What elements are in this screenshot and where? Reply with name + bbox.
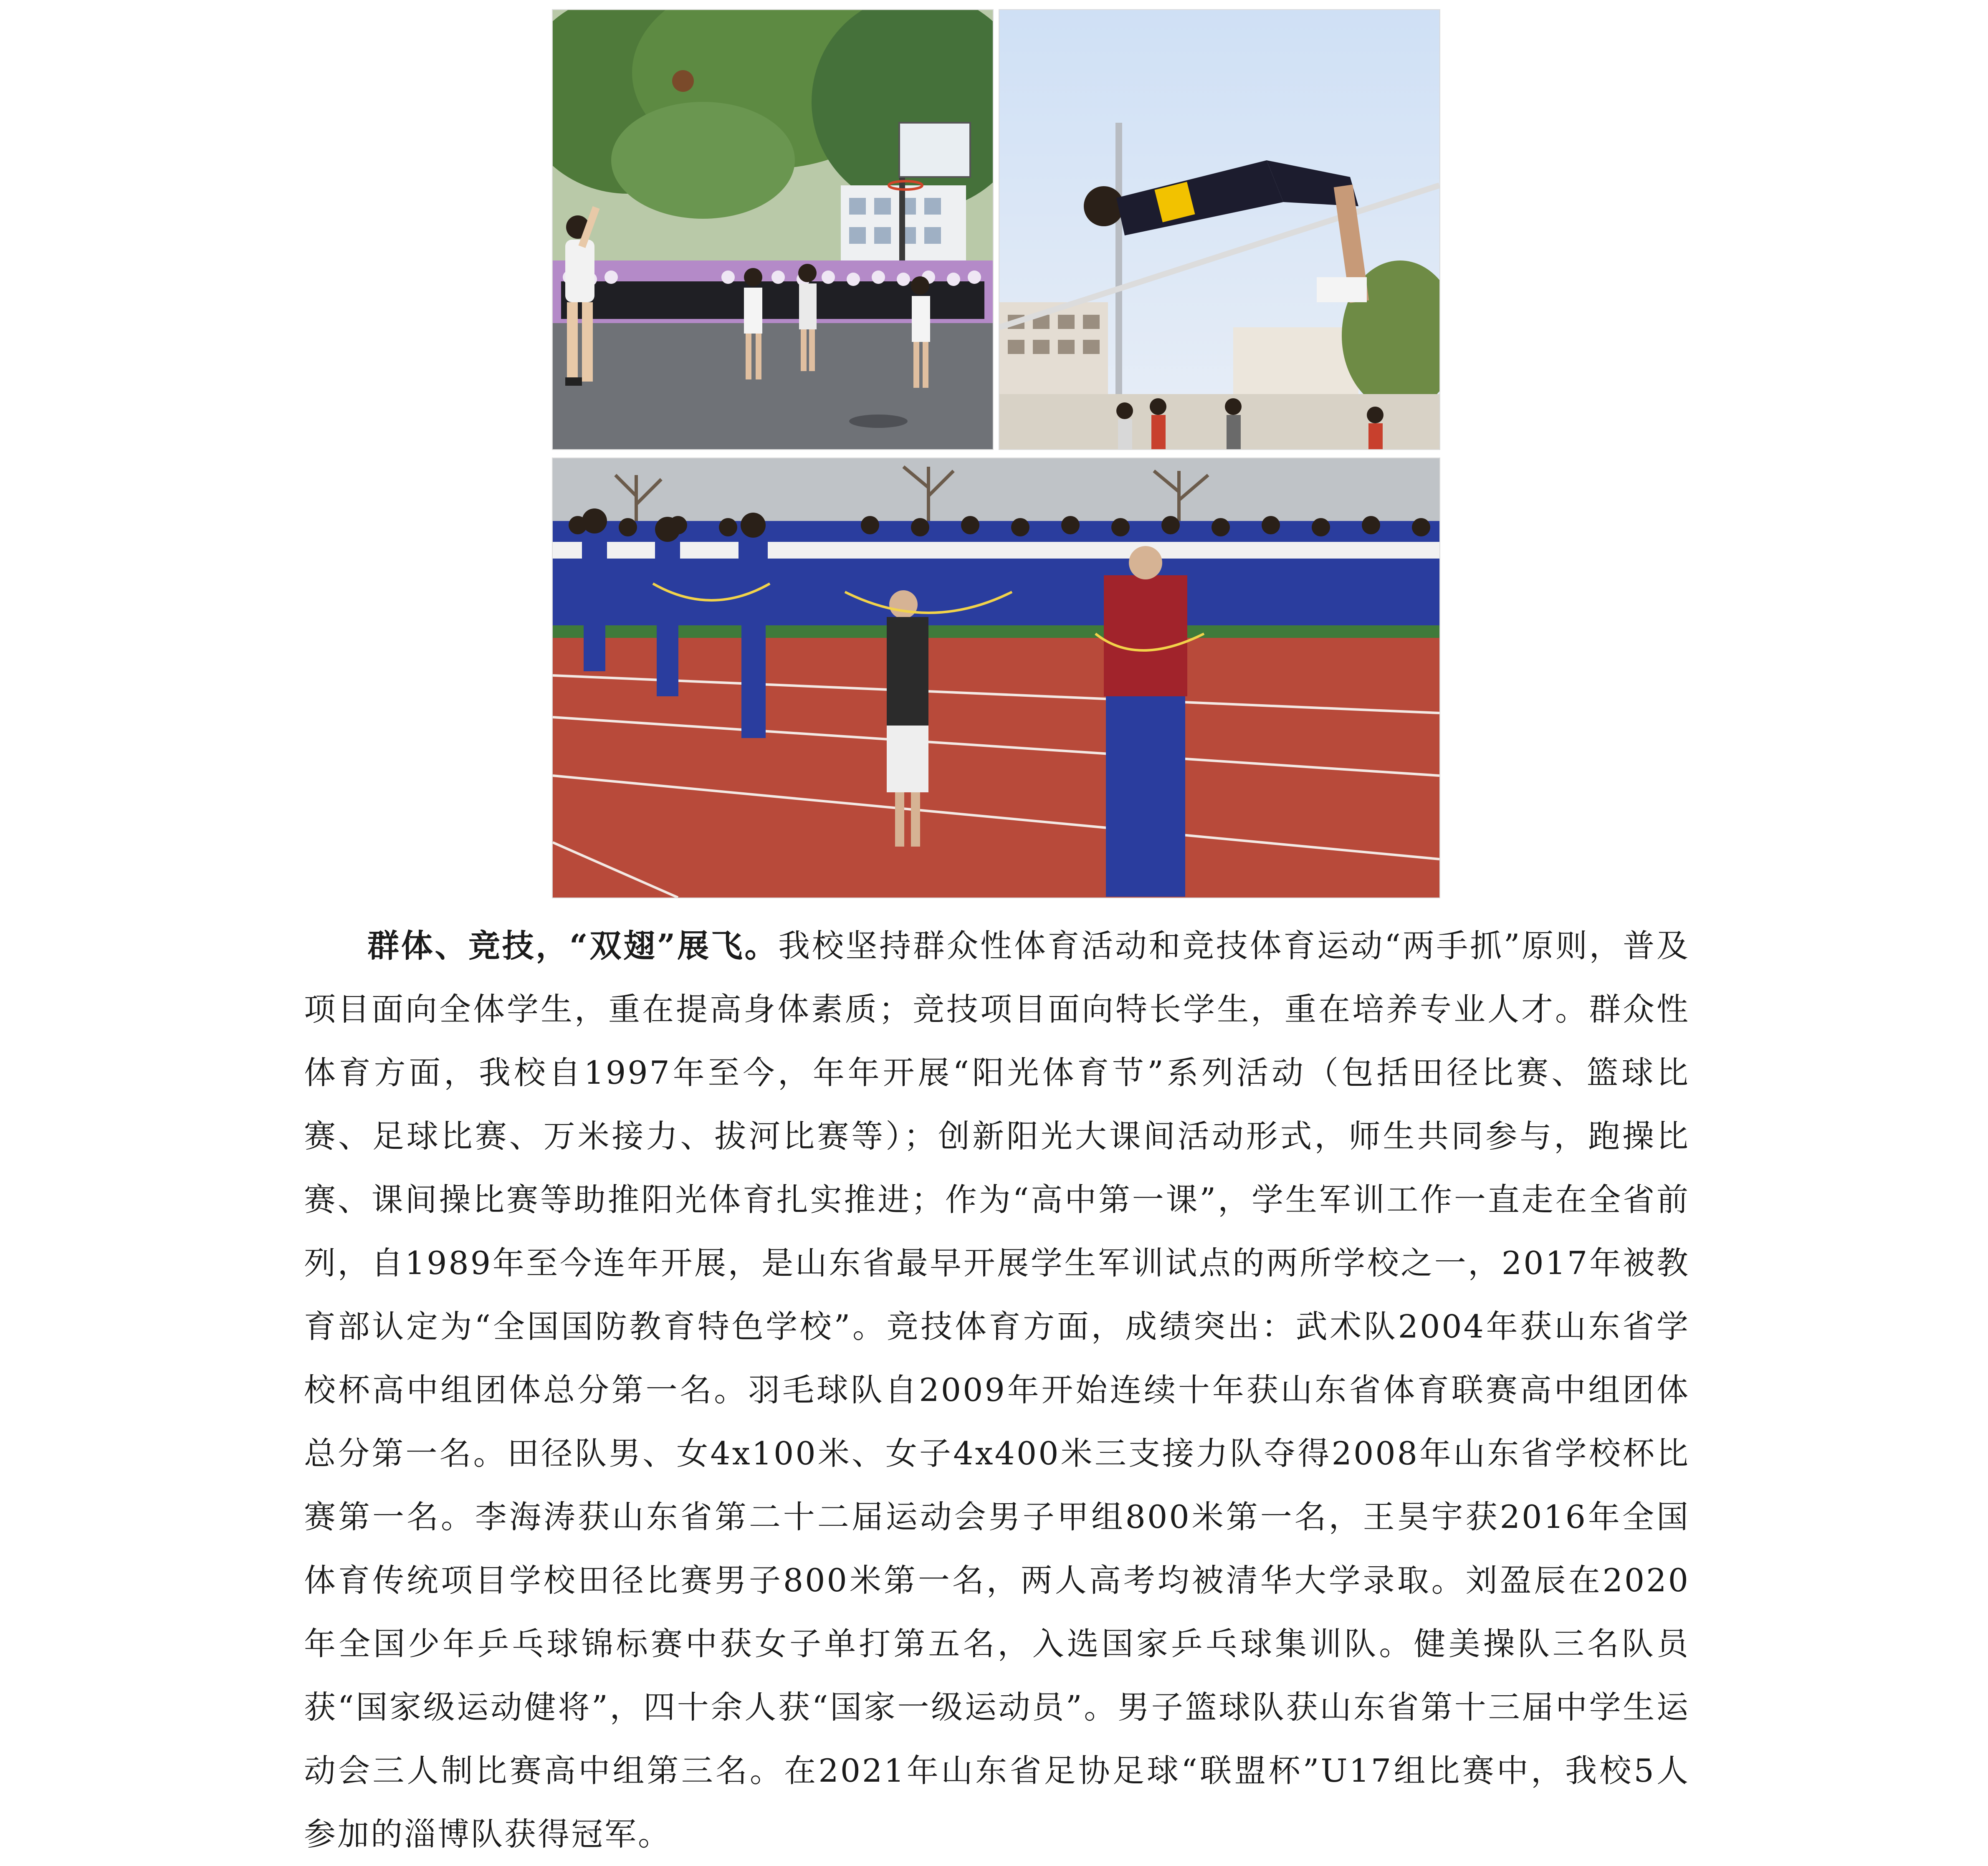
basketball-scene (553, 10, 993, 449)
high-jump-scene (999, 10, 1439, 449)
article-paragraph (304, 914, 1690, 1866)
face (889, 590, 918, 619)
article-lead-heading: 群体、竞技，“双翅”展飞。 (367, 927, 779, 964)
photo-basketball-game (552, 9, 994, 450)
basketball-icon (672, 70, 694, 92)
photo-high-jump (999, 9, 1440, 450)
rope-skipping-scene (553, 458, 1439, 898)
photo-rope-skipping (552, 458, 1440, 898)
article-body-text: 我校坚持群众性体育活动和竞技体育运动“两手抓”原则，普及项目面向全体学生，重在提高身体素质；竞技项目面向特长学生，重在培养专业人才。群众性体育方面，我校自1997年至今，年年开展“阳光体育节”系列活动（包括田径比赛、篮球比赛、足球比赛、万米接力、拔河比赛等）；创新阳光大课间活动形式，师生共同参与，跑操比赛、课间操比赛等助推阳光体育扎实推进；作为“高中第一课”，学生军训工作一直走在全省前列，自1989年至今连年开展，是山东省最早开展学生军训试点的两所学校之一，2017年被教育部认定为“全国国防教育特色学校”。竞技体育方面，成绩突出：武术队2004年获山东省学校杯高中组团体总分第一名。羽毛球队自2009年开始连续十年获山东省体育联赛高中组团体总分第一名。田径队男、女4x100米、女子4x400米三支接力队夺得2008年山东省学校杯比赛第一名。李海涛获山东省第二十二届运动会男子甲组800米第一名，王昊宇获2016年全国体育传统项目学校田径比赛男子800米第一名，两人高考均被清华大学录取。刘盈辰在2020年全国少年乒乓球锦标赛中获女子单打第五名，入选国家乒乓球集训队。健美操队三名队员获“国家级运动健将”，四十余人获“国家一级运动员”。男子篮球队获山东省第十三届中学生运动会三人制比赛高中组第三名。在2021年山东省足协足球“联盟杯”U17组比赛中，我校5人参加的淄博队获得冠军。 (304, 927, 1690, 1853)
